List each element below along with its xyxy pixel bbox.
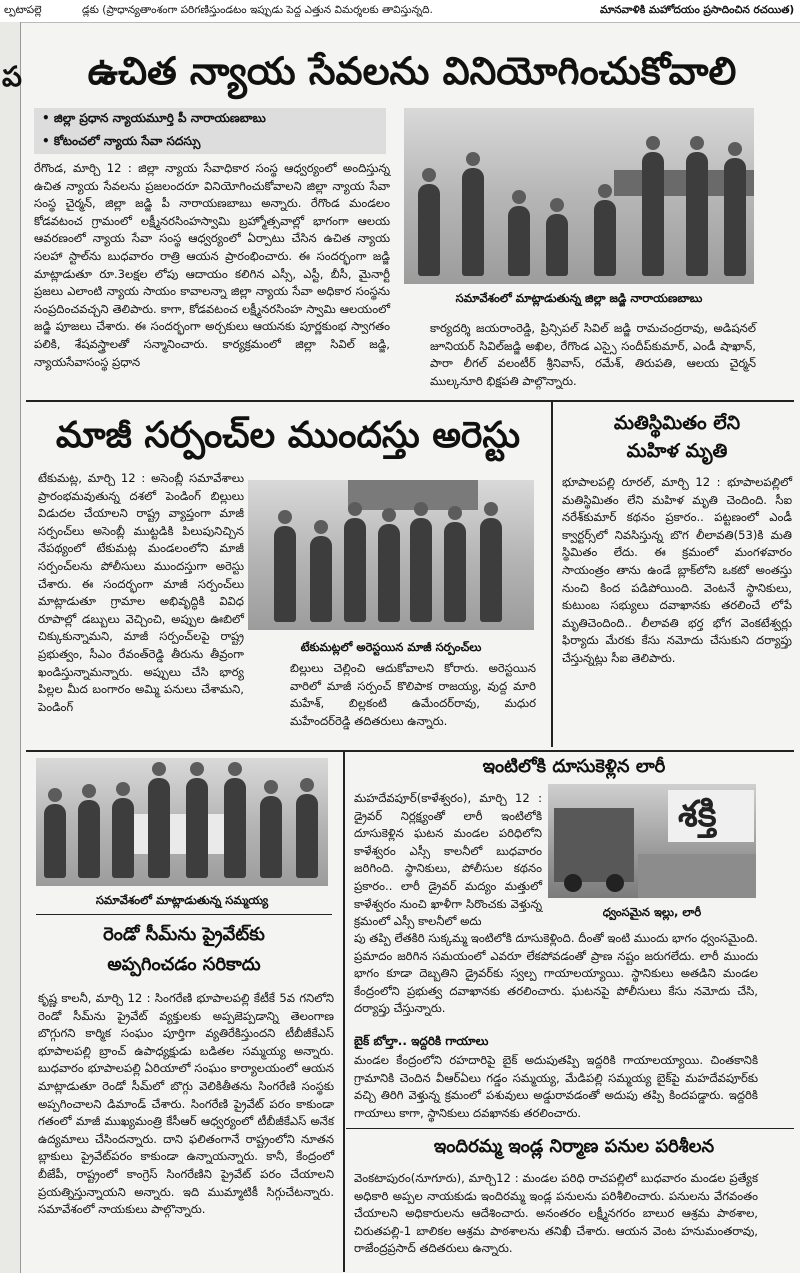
wheel-shape bbox=[606, 874, 624, 892]
person-figure bbox=[378, 524, 400, 622]
story1-body: రేగొండ, మార్చి 12 : జిల్లా న్యాయ సేవాధికార సంస్థ ఆధ్వర్యంలో అందిస్తున్న ఉచిత న్యాయ సేవలను ప్రజలందరూ వినియోగించుకోవాలని జిల్లా న్యాయ సేవా సంస్థ చైర్మన్, జిల్లా జడ్జి పీ నారాయణబాబు అన్నారు. రేగొండ మండలం కోడవటంచ గ్రామంలో లక్ష్మీనరసింహస్వామి బ్రహ్మోత్సవాల్లో భాగంగా ఆలయ ఆవరణంలో న్యాయ సేవా సంస్థ ఆధ్వర్యంలో ఏర్పాటు చేసిన ఉచిత న్యాయ సలహా స్టాల్‌ను బుధవారం రాత్రి ఆయన ప్రారంభించారు. ఈ సందర్భంగా జడ్జి మాట్లాడుతూ రూ.3లక్షల లోపు ఆదాయం కలిగిన ఎస్సీ, ఎస్టీ, బీసీ, మైనార్టీ ప్రజలు ఎలాంటి న్యాయ సాయం కావాలన్నా జిల్లా న్యాయ సేవా అధికార సంస్థను సంప్రదించవచ్చని తెలిపారు. కాగా, కోడవటంచ లక్ష్మీనరసింహ స్వామి ఆలయంలో జడ్జి పూజలు చేశారు. ఈ సందర్భంగా అర్చకులు ఆయనకు పూర్ణకుంభ స్వాగతం పలికి, శేషవస్త్రాలతో సన్మానించారు. కార్యక్రమంలో జిల్లా సివిల్ జడ్జి, న్యాయసేవాసంస్థ ప్రధాన bbox=[34, 161, 390, 369]
left-edge-fragment: ప bbox=[2, 60, 22, 93]
divider bbox=[36, 914, 332, 915]
story2-caption: టేకుమట్లలో అరెస్టయిన మాజీ సర్పంచ్‌లు bbox=[300, 640, 482, 654]
story5-body: మహదేవపూర్(కాళేశ్వరం), మార్చి 12 : డ్రైవర్ నిర్లక్ష్యంతో లారీ ఇంటిలోకి దూసుకెళ్లిన ఘటన మండల పరిధిలోని కాళేశ్వరం ఎస్సీ కాలనీలో బుధవారం జరిగింది. స్థానికులు, పోలీసుల కథనం ప్రకారం.. లారీ డ్రైవర్ మద్యం మత్తులో కాళేశ్వరం నుంచి ఖాళీగా సిరొంచకు వెళ్తున్న క్రమంలో ఎస్సీ కాలనీలో అదు bbox=[354, 791, 542, 929]
top-strip-left: ల్పటాపల్లె bbox=[4, 4, 42, 16]
story1-bullet-text: జిల్లా ప్రధాన న్యాయమూర్తి పీ నారాయణబాబు bbox=[53, 111, 266, 125]
person-figure bbox=[112, 798, 134, 878]
person-figure bbox=[418, 184, 440, 276]
rubble-shape bbox=[638, 854, 756, 898]
shop-sign-text: శక్తి bbox=[678, 794, 717, 835]
lorry-shape bbox=[554, 808, 634, 882]
divider bbox=[343, 752, 345, 1272]
person-figure bbox=[642, 152, 664, 276]
story4-headline-line2: అప్పగించడం సరికాదు bbox=[107, 954, 261, 975]
story5-body-cont: పు తప్పి లేతకిరి సుక్కమ్మ ఇంటిలోకి దూసుకెళ్లింది. దీంతో ఇంటి ముందు భాగం ధ్వంసమైంది. ప్రమాదం జరిగిన సమయంలో ఎవరూ లేకపోవడంతో ప్రాణ నష్టం జరుగలేదు. లారీ ముందు భాగం కూడా దెబ్బతిని డ్రైవర్‌కు స్వల్ప గాయాలయ్యాయి. స్థానికులు అతడిని మండల కేంద్రంలోని ప్రభుత్వ దవాఖానకు తరలించారు. ఘటనపై పోలీసులు కేసు నమోదు చేసి, దర్యాప్తు చేస్తున్నారు. bbox=[354, 931, 758, 1016]
story1-photo bbox=[404, 108, 754, 284]
divider bbox=[346, 1128, 794, 1129]
person-figure bbox=[686, 152, 708, 276]
story6-headline: ఇందిరమ్మ ఇండ్ల నిర్మాణ పనుల పరిశీలన bbox=[433, 1136, 715, 1157]
story3-headline-line2: మహిళ మృతి bbox=[626, 440, 728, 462]
story6-body: వెంకటాపురం(నూగూరు), మార్చి12 : మండల పరిధి రాచపల్లిలో బుధవారం మండల ప్రత్యేక అధికారి అప్పల నాయకుడు ఇందిరమ్మ ఇండ్ల పనులను పరిశీలించారు. పనులను వేగవంతం చేయాలని అధికారులను ఆదేశించారు. అనంతరం లక్ష్మీనగరం బాలుర ఆశ్రమ పాఠశాల, చిరుతపల్లి-1 బాలికల ఆశ్రమ పాఠశాలను తనిఖీ చేశారు. ఆయన వెంట హనుమంతరావు, రాజేంద్రప్రసాద్ తదితరులు ఉన్నారు. bbox=[354, 1171, 758, 1256]
story1-bullet: • జిల్లా ప్రధాన న్యాయమూర్తి పీ నారాయణబాబు bbox=[42, 111, 266, 125]
divider bbox=[26, 750, 794, 752]
story5-sub-body: మండల కేంద్రంలోని రహదారిపై బైక్ అదుపుతప్పి ఇద్దరికి గాయాలయ్యాయి. చింతకానికి గ్రామానికి చెందిన వీఆర్‌ఏలు గడ్డం సమ్మయ్య, మేడిపల్లి సమ్మయ్య బైక్‌పై మహదేవపూర్‌కు వచ్చి తిరిగి వెళ్తున్న క్రమంలో పశువులు అడ్డురావడంతో అదుపు తప్పి కిందపడ్డారు. ఇద్దరికి గాయాలు కాగా, స్థానికులు దవఖానకు తరలించారు. bbox=[354, 1053, 758, 1120]
table-shape bbox=[132, 814, 228, 854]
story1-caption: సమావేశంలో మాట్లాడుతున్న జిల్లా జడ్జి నారాయణబాబు bbox=[455, 291, 703, 305]
story1-bullet-text: కోటంచలో న్యాయ సేవా సదస్సు bbox=[53, 134, 201, 148]
story2-headline: మాజీ సర్పంచ్‌ల ముందస్తు అరెస్టు bbox=[55, 415, 521, 456]
person-figure bbox=[224, 778, 246, 878]
divider bbox=[551, 402, 553, 747]
person-figure bbox=[480, 518, 502, 622]
story1-bullet: • కోటంచలో న్యాయ సేవా సదస్సు bbox=[42, 134, 201, 148]
story5-photo bbox=[548, 784, 756, 898]
story5-sub-headline: బైక్ బోల్తా.. ఇద్దరికి గాయాలు bbox=[354, 1034, 489, 1048]
story3-headline-line1: మతిస్థిమితం లేని bbox=[613, 412, 741, 434]
top-strip-right: మానవాళికి మహోదయం ప్రసాదించిన రచయిత) bbox=[600, 4, 795, 16]
person-figure bbox=[260, 796, 282, 878]
story4-photo bbox=[36, 758, 328, 886]
building-shape bbox=[348, 480, 478, 510]
person-figure bbox=[296, 794, 318, 878]
story2-photo bbox=[248, 480, 534, 630]
story4-caption: సమావేశంలో మాట్లాడుతున్న సమ్మయ్య bbox=[95, 893, 269, 907]
person-figure bbox=[274, 526, 296, 622]
person-figure bbox=[310, 536, 332, 622]
person-figure bbox=[148, 778, 170, 878]
story5-caption: ధ్వంసమైన ఇల్లు, లారీ bbox=[602, 905, 702, 919]
person-figure bbox=[44, 804, 66, 878]
top-strip-center: డ్లకు (ప్రాధాన్యతాంశంగా పరిగణిస్తుండటం ఇప్పుడు పెద్ద ఎత్తున విమర్శలకు తావిస్తున్నది. bbox=[82, 4, 433, 16]
wheel-shape bbox=[564, 874, 582, 892]
story1-body-cont: కార్యదర్శి జయరాంరెడ్డి, ప్రిన్సిపల్ సివిల్ జడ్జి రామచంద్రరావు, అడిషనల్ జూనియర్ సివిల్‌జడ్జి అఖిల, రేగొండ ఎస్సై సందీప్‌కుమార్, ఎండీ షాఖాన్, పారా లీగల్ వలంటీర్ శ్రీనివాస్, రమేశ్, తిరుపతి, ఆలయ చైర్మన్ ముల్కనూరి భిక్షపతి పాల్గొన్నారు. bbox=[430, 321, 756, 388]
person-figure bbox=[344, 518, 366, 622]
person-figure bbox=[78, 800, 100, 878]
person-figure bbox=[410, 518, 432, 622]
person-figure bbox=[546, 214, 568, 276]
person-figure bbox=[444, 522, 466, 622]
story4-body: కృష్ణ కాలనీ, మార్చి 12 : సింగరేణి భూపాలపల్లి కేటీకే 5వ గనిలోని రెండో సీమ్‌ను ప్రైవేట్ వ్యక్తులకు అప్పజెప్పడాన్ని తెలంగాణ బొగ్గుగని కార్మిక సంఘం పూర్తిగా వ్యతిరేకిస్తుందని టీబీజీకేఎస్ భూపాలపల్లి బ్రాంచ్ ఉపాధ్యక్షుడు బడితల సమ్మయ్య అన్నారు. బుధవారం భూపాలపల్లి ఏరియాలో సంఘం కార్యాలయంలో ఆయన మాట్లాడుతూ రెండో సీమ్‌లో బొగ్గు వెలికితీతను సింగరేణి సంస్థకు అప్పగించాలని డిమాండ్ చేశారు. సింగరేణి ప్రైవేట్ పరం కాకుండా గతంలో మాజీ ముఖ్యమంత్రి కేసీఆర్ ఆధ్వర్యంలో టీబీజీకేఎస్ అనేక ఉద్యమాలు చేసిందన్నారు. దాని ఫలితంగానే రాష్ట్రంలోని నూతన బ్లాకులు ప్రైవేట్‌పరం కాకుండా ఉన్నాయన్నారు. కానీ, కేంద్రంలో బీజేపీ, రాష్ట్రంలో కాంగ్రెస్ సింగరేణిని ప్రైవేట్ పరం చేయాలని ప్రయత్నిస్తున్నాయని అన్నారు. ఇది ముమ్మాటికీ సిగ్గుచేటన్నారు. సమావేశంలో నాయకులు పాల్గొన్నారు. bbox=[38, 991, 334, 1217]
person-figure bbox=[724, 158, 746, 276]
story1-headline: ఉచిత న్యాయ సేవలను వినియోగించుకోవాలి bbox=[87, 49, 737, 93]
story2-body-cont: బిల్లులు చెల్లించి ఆదుకోవాలని కోరారు. అరెస్టయిన వారిలో మాజీ సర్పంచ్ కొలిపాక రాజయ్య, వుద్ద మారి మహేశ్, బిల్లకంటి ఉమేందర్‌రావు, మధుర మహేందర్‌రెడ్డి తదితరులు ఉన్నారు. bbox=[290, 661, 536, 728]
divider bbox=[26, 400, 794, 402]
story1-bullets bbox=[34, 108, 386, 154]
top-strip bbox=[0, 0, 800, 23]
story3-body: భూపాలపల్లి రూరల్, మార్చి 12 : భూపాలపల్లిలో మతిస్థిమితం లేని మహిళ మృతి చెందింది. సీఐ నరేశ్‌కుమార్ కథనం ప్రకారం.. పట్టణంలో ఎండీ క్వార్టర్స్‌లో నివసిస్తున్న బొగ లీలావతి(53)కి మతి స్థిమితం లేదు. ఈ క్రమంలో మంగళవారం సాయంత్రం తాను ఉండే బ్లాక్‌లోని ఒకటో అంతస్తు నుంచి కింద పడిపోయింది. వెంటనే స్థానికులు, కుటుంబ సభ్యులు దవాఖానకు తరలించే లోపే మృతిచెందింది.. లీలావతి భర్త భోగ వెంకటేశ్వర్లు ఫిర్యాదు మేరకు కేసు నమోదు చేసుకుని దర్యాప్తు చేస్తున్నట్లు సీఐ తెలిపారు. bbox=[562, 475, 792, 665]
person-figure bbox=[186, 778, 208, 878]
person-figure bbox=[594, 200, 616, 276]
person-figure bbox=[462, 168, 484, 276]
story4-headline-line1: రెండో సీమ్‌ను ప్రైవేట్‌కు bbox=[103, 924, 265, 945]
story2-body: టేకుమట్ల, మార్చి 12 : అసెంబ్లీ సమావేశాలు ప్రారంభమవుతున్న దశలో పెండింగ్ బిల్లులు విడుదల చేయాలని రాష్ట్ర వ్యాప్తంగా మాజీ సర్పంచ్‌లు అసెంబ్లీ ముట్టడికి పిలుపునిచ్చిన నేపథ్యంలో టేకుమట్ల మండలంలోని మాజీ సర్పంచ్‌లను పోలీసులు ముందస్తుగా అరెస్టు చేశారు. ఈ సందర్భంగా మాజీ సర్పంచ్‌లు మాట్లాడుతూ గ్రామాల అభివృద్ధికి వివిధ రూపాల్లో డబ్బులు వెచ్చించి, అప్పుల ఊబిలో చిక్కుకున్నామని, మాజీ సర్పంచ్‌లపై రాష్ట్ర ప్రభుత్వం, సీఎం రేవంత్‌రెడ్డి తీరును తీవ్రంగా ఖండిస్తున్నామన్నారు. అప్పులు చేసి భార్య పిల్లల మీద బంగారం అమ్మి పనులు చేశామని, పెండింగ్ bbox=[38, 471, 244, 714]
left-page-edge bbox=[0, 22, 21, 1273]
person-figure bbox=[508, 206, 530, 276]
shop-sign-board bbox=[668, 790, 754, 842]
story5-headline: ఇంటిలోకి దూసుకెళ్లిన లారీ bbox=[482, 756, 666, 777]
